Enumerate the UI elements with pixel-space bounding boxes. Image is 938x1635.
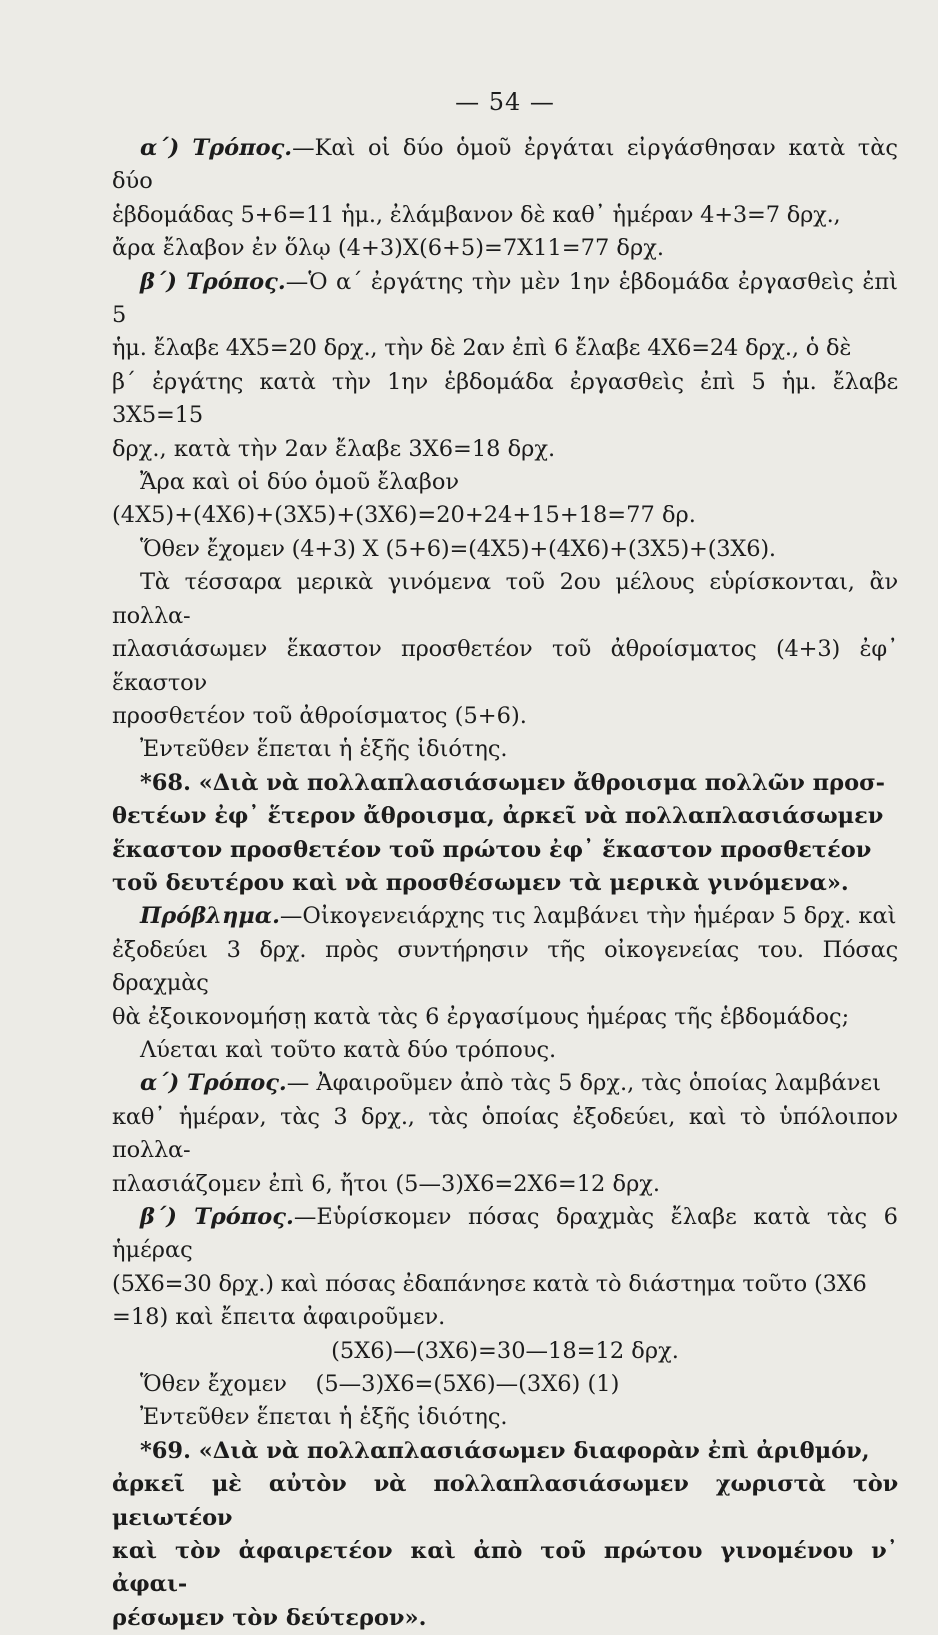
equation-line: (5X6)—(3X6)=30—18=12 δρχ. — [331, 1337, 679, 1364]
method-label: α΄) Τρόπος. — [140, 135, 293, 161]
text-line: Πρόβλημα.—Οἰκογενειάρχης τις λαμβάνει τὴν ἡμέραν 5 δρχ. καὶ — [140, 903, 897, 930]
text-line: (5X6=30 δρχ.) καὶ πόσας ἐδαπάνησε κατὰ τὸ διάστημα τοῦτο (3X6 — [112, 1270, 867, 1297]
text-line: δρχ., κατὰ τὴν 2αν ἔλαβε 3X6=18 δρχ. — [112, 435, 556, 462]
text-line: =18) καὶ ἔπειτα ἀφαιροῦμεν. — [112, 1304, 446, 1331]
equation-line: Ὅθεν ἔχομεν (5—3)X6=(5X6)—(3X6) (1) — [140, 1371, 620, 1398]
text-line: προσθετέον τοῦ ἀθροίσματος (5+6). — [112, 702, 527, 729]
rule-text: *69. «Διὰ νὰ πολλαπλασιάσωμεν διαφορὰν ἐπὶ ἀριθμόν, — [140, 1437, 870, 1464]
text-line: Ἐντεῦθεν ἕπεται ἡ ἑξῆς ἰδιότης. — [140, 1404, 508, 1431]
rule-text: τοῦ δευτέρου καὶ νὰ προσθέσωμεν τὰ μερικὰ γινόμενα». — [112, 869, 849, 896]
method-label: β΄) Τρόπος. — [140, 1204, 294, 1230]
rule-text: θετέων ἐφ᾽ ἕτερον ἄθροισμα, ἀρκεῖ νὰ πολλαπλασιάσωμεν — [112, 803, 884, 830]
method-label: α΄) Τρόπος. — [140, 1070, 287, 1097]
equation-line: (4X5)+(4X6)+(3X5)+(3X6)=20+24+15+18=77 δρ. — [112, 502, 696, 529]
rule-text: ἀρκεῖ μὲ αὐτὸν νὰ πολλαπλασιάσωμεν χωριστὰ τὸν μειωτέον — [112, 1471, 898, 1531]
rule-text: καὶ τὸν ἀφαιρετέον καὶ ἀπὸ τοῦ πρώτου γινομένου ν᾽ ἀφαι- — [112, 1538, 898, 1598]
text-line: β΄) Τρόπος.—Ὁ α΄ ἐργάτης τὴν μὲν 1ην ἑβδομάδα ἐργασθεὶς ἐπὶ 5 — [112, 268, 898, 329]
text-line: πλασιάσωμεν ἕκαστον προσθετέον τοῦ ἀθροίσματος (4+3) ἐφ᾽ ἕκαστον — [112, 636, 898, 696]
text-line: ἑβδομάδας 5+6=11 ἡμ., ἐλάμβανον δὲ καθ᾽ ἡμέραν 4+3=7 δρχ., — [112, 201, 841, 228]
equation-line: Ὅθεν ἔχομεν (4+3) X (5+6)=(4X5)+(4X6)+(3X5)+(3X6). — [140, 535, 776, 562]
text-line: καθ᾽ ἡμέραν, τὰς 3 δρχ., τὰς ὁποίας ἐξοδεύει, καὶ τὸ ὑπόλοιπον πολλα- — [112, 1103, 898, 1164]
body-text — [112, 132, 898, 1635]
text-line: Τὰ τέσσαρα μερικὰ γινόμενα τοῦ 2ου μέλους εὑρίσκονται, ἂν πολλα- — [112, 569, 898, 629]
text-line: β΄ ἐργάτης κατὰ τὴν 1ην ἑβδομάδα ἐργασθεὶς ἐπὶ 5 ἡμ. ἔλαβε 3X5=15 — [112, 368, 898, 429]
text-line: β΄) Τρόπος.—Εὑρίσκομεν πόσας δραχμὰς ἔλαβε κατὰ τὰς 6 ἡμέρας — [112, 1204, 898, 1264]
text-line: ἡμ. ἔλαβε 4X5=20 δρχ., τὴν δὲ 2αν ἐπὶ 6 ἔλαβε 4X6=24 δρχ., ὁ δὲ — [112, 335, 852, 362]
text-line: θὰ ἐξοικονομήσῃ κατὰ τὰς 6 ἐργασίμους ἡμέρας τῆς ἑβδομάδος; — [112, 1003, 850, 1030]
text-line: α΄) Τρόπος.—Καὶ οἱ δύο ὁμοῦ ἐργάται εἰργάσθησαν κατὰ τὰς δύο — [112, 135, 898, 195]
text-line: ἄρα ἔλαβον ἐν ὅλῳ (4+3)X(6+5)=7X11=77 δρχ. — [112, 235, 664, 262]
page-number: — 54 — — [455, 88, 555, 116]
method-label: β΄) Τρόπος. — [140, 268, 286, 295]
problem-label: Πρόβλημα. — [140, 903, 280, 930]
rule-text: ἕκαστον προσθετέον τοῦ πρώτου ἐφ᾽ ἕκαστον προσθετέον — [112, 836, 872, 863]
rule-text: *68. «Διὰ νὰ πολλαπλασιάσωμεν ἄθροισμα πολλῶν προσ- — [140, 769, 886, 796]
text-line: Ἐντεῦθεν ἕπεται ἡ ἑξῆς ἰδιότης. — [140, 736, 508, 763]
text-line: α΄) Τρόπος.— Ἀφαιροῦμεν ἀπὸ τὰς 5 δρχ., τὰς ὁποίας λαμβάνει — [140, 1070, 881, 1097]
text-line: ἐξοδεύει 3 δρχ. πρὸς συντήρησιν τῆς οἰκογενείας του. Πόσας δραχμὰς — [112, 936, 898, 997]
text-line: Λύεται καὶ τοῦτο κατὰ δύο τρόπους. — [140, 1036, 557, 1063]
text-line: πλασιάζομεν ἐπὶ 6, ἤτοι (5—3)X6=2X6=12 δρχ. — [112, 1170, 661, 1197]
text-line: Ἄρα καὶ οἱ δύο ὁμοῦ ἔλαβον — [140, 469, 460, 496]
rule-text: ρέσωμεν τὸν δεύτερον». — [112, 1604, 427, 1631]
